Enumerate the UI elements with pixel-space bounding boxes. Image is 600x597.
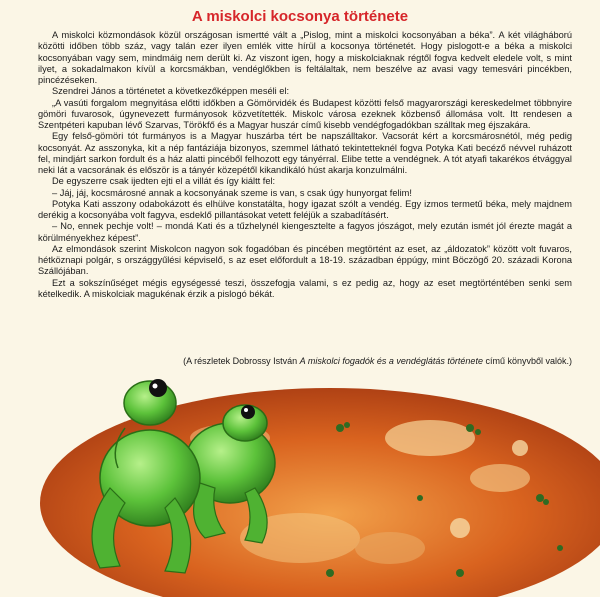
- paragraph: „A vasúti forgalom megnyitása előtti időkben a Gömörvidék és Budapest közötti felső magyarországi kereskedelmet többnyire gömöri fuvarosok, úgynevezett furmányosok közvetítették. Miskolc városa ezeknek közbenső állomása volt. Itt rendesen a Szentpéteri kapuban lévő Szarvas, Törökfő és a Magyar huszár című kisebb vendégfogadókban szálltak meg éjszakára.: [38, 97, 572, 130]
- page-title: A miskolci kocsonya története: [191, 8, 409, 25]
- paragraph: De egyszerre csak ijedten ejti el a villát és így kiáltt fel:: [52, 176, 276, 187]
- paragraph: A miskolci közmondások közül országosan ismertté vált a „Pislog, mint a miskolci kocsonyában a béka”. A két világháború közötti időben több száz, vagy talán ezer ilyen emlék vitte hírül a kocsonya történetét. Hogy pislogott-e a béka a miskolci kocsonyában vagy sem, mindmáig nem derült ki. Az viszont igen, hogy a miskolciaknak régtől fogva kedvelt eledele volt, s mint ilyet, a sokadalmakon kívül a korcsmákban, vendéglőkben is feltálaltak, nem beszélve az avasi vagy temesvári pincékben, pincézéseken.: [38, 30, 572, 85]
- source-credit: [38, 356, 572, 367]
- paragraph: Potyka Kati asszony odabokázott és elhülve konstatálta, hogy igazat szólt a vendég. Egy izmos termetű béka, mely majdnem derékig a kocsonyába volt fagyva, esdeklő pillantásokat vetett feléjük a szabadításért.: [38, 198, 572, 220]
- paragraph: – Jáj, jáj, kocsmárosné annak a kocsonyának szeme is van, s csak úgy hunyorgat felim!: [52, 187, 412, 198]
- paragraph: Egy felső-gömöri tót furmányos is a Magyar huszárba tért be napszálltakor. Vacsorát kért a korcsmárosnétól, még pedig kocsonyát. Az asszonyka, kit a nép fantáziája bizonyos, szemmel látható tekintetteknél fogva Potyka Kati becéző névvel ruházott fel, mindjárt sarkon fordult és a ház alatti pincéből felhozott egy tányérral. Elibe tette a vendégnek. A tót atyafi takarékos étvággyal neki lát a vacsorának és először is a tányér közepétől kikandikáló húst akarja konzulmálni.: [38, 131, 572, 175]
- frogs-in-soup-illustration: [0, 368, 600, 597]
- credit-prefix: (A részletek Dobrossy István: [183, 356, 300, 366]
- credit-suffix: című könyvből valók.): [482, 356, 572, 366]
- credit-book-title: A miskolci fogadók és a vendéglátás története: [299, 356, 483, 366]
- article-body: [38, 30, 572, 300]
- paragraph: Az elmondások szerint Miskolcon nagyon sok fogadóban és pincében megtörtént az eset, az „áldozatok” között volt fuvaros, hétköznapi polgár, s országgyűlési képviselő, s az eset előfordult a 18-19. században éppúgy, mint Böczögő 20. századi Korona Szállójában.: [38, 243, 572, 277]
- paragraph: – No, ennek pechje volt! – mondá Kati és a tűzhelynél kiengesztelte a fagyos jószágot, mely ezután ismét jól érezte magát a körülményekhez képest”.: [38, 221, 572, 243]
- paragraph: Szendrei János a történetet a következőképpen meséli el:: [52, 86, 290, 97]
- paragraph: Ezt a sokszínűséget mégis egységessé teszi, összefogja valami, s ez pedig az, hogy az eset megtörténtében senki sem kételkedik. A miskolciak magukénak érzik a pislogó békát.: [38, 277, 572, 299]
